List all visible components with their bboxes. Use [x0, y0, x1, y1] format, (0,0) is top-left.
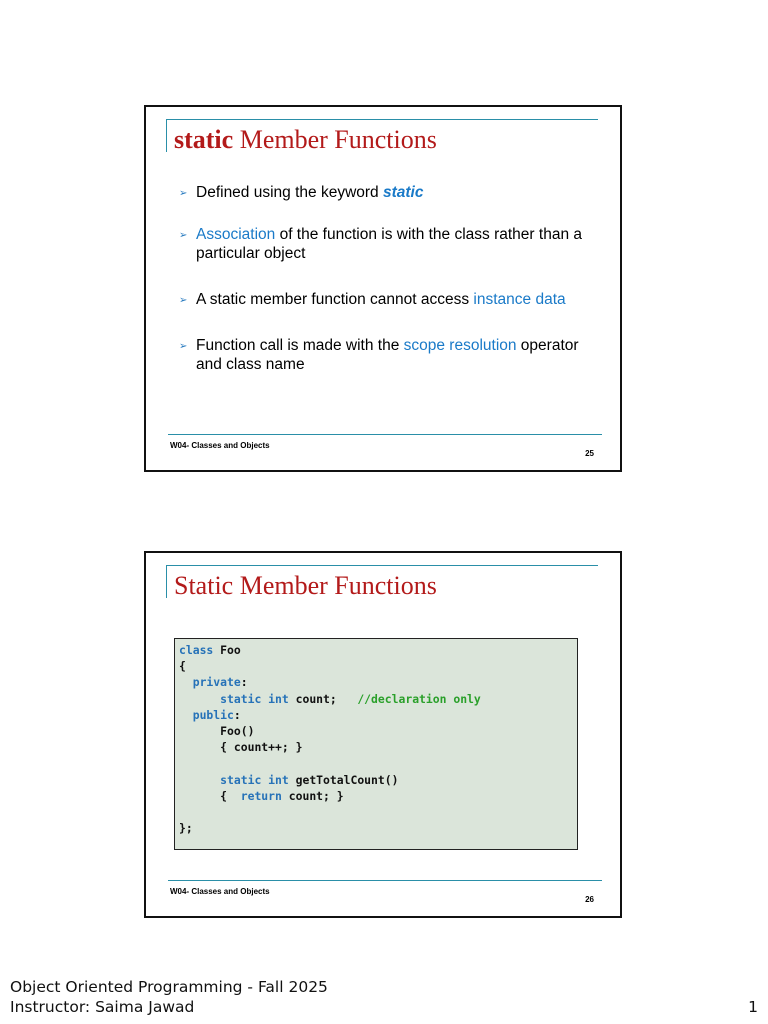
- term-highlight: instance data: [473, 291, 566, 308]
- arrow-bullet-icon: ➢: [179, 295, 188, 306]
- slide-26: [144, 551, 622, 918]
- course-name: Object Oriented Programming - Fall 2025: [10, 978, 328, 996]
- arrow-bullet-icon: ➢: [179, 230, 188, 241]
- title-rule-left: [166, 119, 167, 152]
- code-text: :: [240, 675, 248, 690]
- bullet-text: operator and class name: [196, 337, 583, 373]
- code-text: getTotalCount(): [288, 772, 399, 787]
- code-keyword: public: [192, 707, 234, 722]
- code-text: Foo: [213, 643, 241, 657]
- term-highlight: Association: [196, 226, 276, 243]
- arrow-bullet-icon: ➢: [179, 188, 188, 199]
- footer-rule: [168, 434, 602, 435]
- code-text: };: [179, 821, 193, 836]
- code-block: class Foo { private: static int count; //declaration only public: Foo() { count++; } static int getTotalCount() { return count; } };: [174, 638, 578, 850]
- code-keyword: static: [220, 691, 262, 706]
- code-text: count;: [288, 691, 358, 706]
- document-page-number: 1: [748, 998, 758, 1016]
- bullet-item: [176, 290, 596, 309]
- slide-page-number: 26: [585, 895, 594, 904]
- title-rule-top: [166, 565, 598, 566]
- code-keyword: static: [220, 772, 262, 787]
- bullet-item: [176, 336, 596, 374]
- bullet-item: [176, 183, 596, 202]
- bullet-text: Defined using the keyword: [196, 184, 383, 201]
- code-keyword: int: [268, 691, 289, 706]
- title-rule-left: [166, 565, 167, 598]
- term-highlight: scope resolution: [403, 337, 517, 354]
- code-text: { count++; }: [220, 740, 303, 755]
- code-text: count; }: [281, 788, 344, 803]
- title-text: Member Functions: [233, 125, 437, 154]
- document-footer: [10, 977, 328, 1017]
- code-keyword: class: [179, 643, 214, 657]
- code-text: :: [233, 707, 241, 722]
- slide-footer: W04- Classes and Objects: [170, 887, 270, 896]
- code-keyword: private: [192, 675, 241, 690]
- slide-25: [144, 105, 622, 472]
- code-comment: //declaration only: [357, 691, 481, 706]
- bullet-text: Function call is made with the: [196, 337, 404, 354]
- title-keyword: static: [174, 125, 234, 154]
- instructor-name: Instructor: Saima Jawad: [10, 998, 195, 1016]
- code-text: {: [179, 659, 186, 674]
- slide-page-number: 25: [585, 449, 594, 458]
- slide-footer: W04- Classes and Objects: [170, 441, 270, 450]
- bullet-item: [176, 225, 596, 263]
- code-keyword: return: [240, 788, 282, 803]
- bullet-text: A static member function cannot access: [196, 291, 474, 308]
- keyword-highlight: static: [382, 184, 424, 201]
- slide-title: [174, 125, 437, 155]
- title-rule-top: [166, 119, 598, 120]
- bullet-text: of the function is with the class rather than a particular object: [196, 226, 587, 262]
- code-keyword: int: [268, 772, 289, 787]
- bullet-list: [176, 183, 596, 374]
- arrow-bullet-icon: ➢: [179, 341, 188, 352]
- slide-title: Static Member Functions: [174, 571, 437, 600]
- footer-rule: [168, 880, 602, 881]
- code-text: Foo(): [220, 724, 255, 739]
